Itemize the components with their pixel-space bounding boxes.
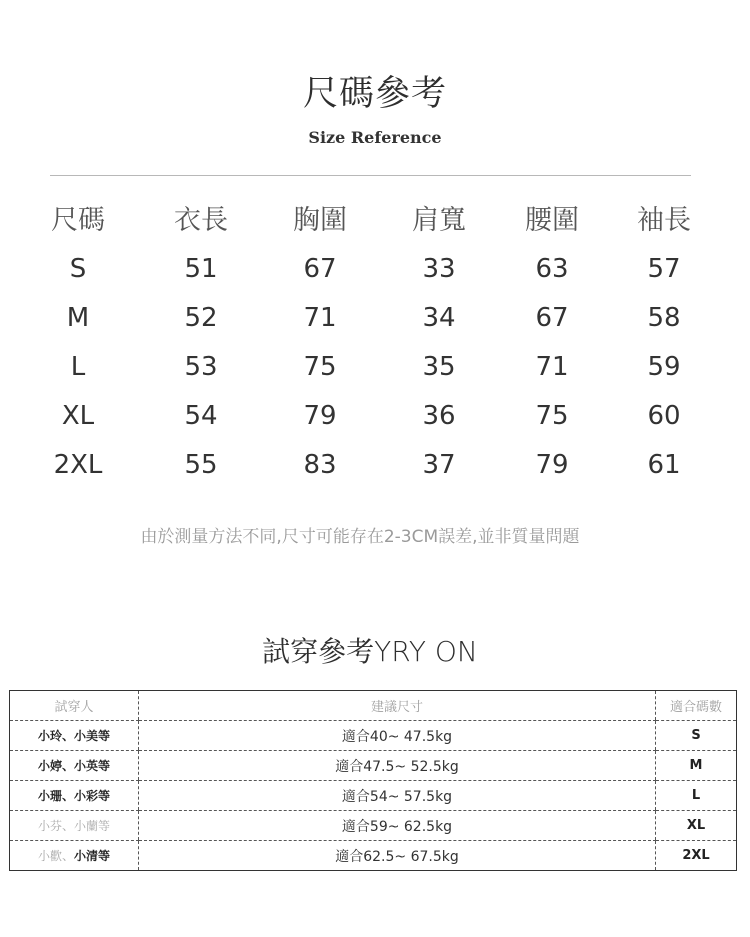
header-person: 試穿人 — [10, 691, 139, 721]
person-cell: 小芬、小蘭等 — [10, 811, 139, 841]
shoulder-cell: 34 — [422, 303, 456, 333]
size-chart-header-row — [0, 196, 750, 245]
sleeve-cell: 58 — [647, 303, 681, 333]
table-row — [10, 841, 737, 871]
try-on-header-row — [10, 691, 737, 721]
waist-cell: 75 — [535, 401, 569, 431]
person-name-b: 小清等 — [74, 849, 111, 863]
header-recommend: 建議尺寸 — [139, 691, 656, 721]
length-cell: 51 — [184, 254, 218, 284]
header-shoulder: 肩寬 — [412, 205, 466, 236]
bust-cell: 71 — [303, 303, 337, 333]
size-cell: M — [66, 303, 90, 333]
size-cell: XL — [61, 401, 95, 431]
size-row-s — [0, 245, 750, 294]
header-waist: 腰圍 — [525, 205, 579, 236]
recommend-cell: 適合47.5~ 52.5kg — [139, 751, 656, 781]
bust-cell: 83 — [303, 450, 337, 480]
person-cell: 小婷、小英等 — [10, 751, 139, 781]
fit-size-cell: S — [656, 721, 737, 751]
fit-size-cell: 2XL — [656, 841, 737, 871]
measurement-note: 由於測量方法不同,尺寸可能存在2-3CM誤差,並非質量問題 — [140, 527, 580, 547]
waist-cell: 79 — [535, 450, 569, 480]
header-length: 衣長 — [174, 205, 228, 236]
shoulder-cell: 37 — [422, 450, 456, 480]
divider — [50, 175, 691, 176]
try-on-title: 試穿參考YRY ON — [262, 635, 478, 668]
header-sleeve: 袖長 — [637, 205, 691, 236]
size-cell: L — [70, 352, 86, 382]
length-cell: 53 — [184, 352, 218, 382]
waist-cell: 63 — [535, 254, 569, 284]
header-size: 尺碼 — [51, 205, 105, 236]
size-row-2xl — [0, 441, 750, 490]
size-chart-table — [0, 196, 750, 490]
waist-cell: 67 — [535, 303, 569, 333]
table-row — [10, 721, 737, 751]
length-cell: 52 — [184, 303, 218, 333]
recommend-cell: 適合62.5~ 67.5kg — [139, 841, 656, 871]
sleeve-cell: 60 — [647, 401, 681, 431]
size-cell: S — [69, 254, 87, 284]
length-cell: 55 — [184, 450, 218, 480]
person-cell: 小珊、小彩等 — [10, 781, 139, 811]
length-cell: 54 — [184, 401, 218, 431]
recommend-cell: 適合40~ 47.5kg — [139, 721, 656, 751]
size-reference-subtitle: Size Reference — [308, 128, 442, 147]
sleeve-cell: 57 — [647, 254, 681, 284]
fit-size-cell: L — [656, 781, 737, 811]
size-row-m — [0, 294, 750, 343]
shoulder-cell: 36 — [422, 401, 456, 431]
shoulder-cell: 33 — [422, 254, 456, 284]
bust-cell: 79 — [303, 401, 337, 431]
table-row — [10, 751, 737, 781]
bust-cell: 75 — [303, 352, 337, 382]
size-cell: 2XL — [53, 450, 103, 480]
header-bust: 胸圍 — [293, 205, 347, 236]
recommend-cell: 適合54~ 57.5kg — [139, 781, 656, 811]
person-name-a: 小歡、 — [37, 849, 74, 863]
shoulder-cell: 35 — [422, 352, 456, 382]
table-row — [10, 781, 737, 811]
size-row-xl — [0, 392, 750, 441]
sleeve-cell: 61 — [647, 450, 681, 480]
person-cell — [10, 841, 139, 871]
waist-cell: 71 — [535, 352, 569, 382]
fit-size-cell: M — [656, 751, 737, 781]
size-reference-title: 尺碼參考 — [302, 74, 447, 114]
try-on-table — [9, 690, 737, 871]
recommend-cell: 適合59~ 62.5kg — [139, 811, 656, 841]
header-fit-size: 適合碼數 — [656, 691, 737, 721]
sleeve-cell: 59 — [647, 352, 681, 382]
person-cell: 小玲、小美等 — [10, 721, 139, 751]
table-row — [10, 811, 737, 841]
fit-size-cell: XL — [656, 811, 737, 841]
size-row-l — [0, 343, 750, 392]
bust-cell: 67 — [303, 254, 337, 284]
